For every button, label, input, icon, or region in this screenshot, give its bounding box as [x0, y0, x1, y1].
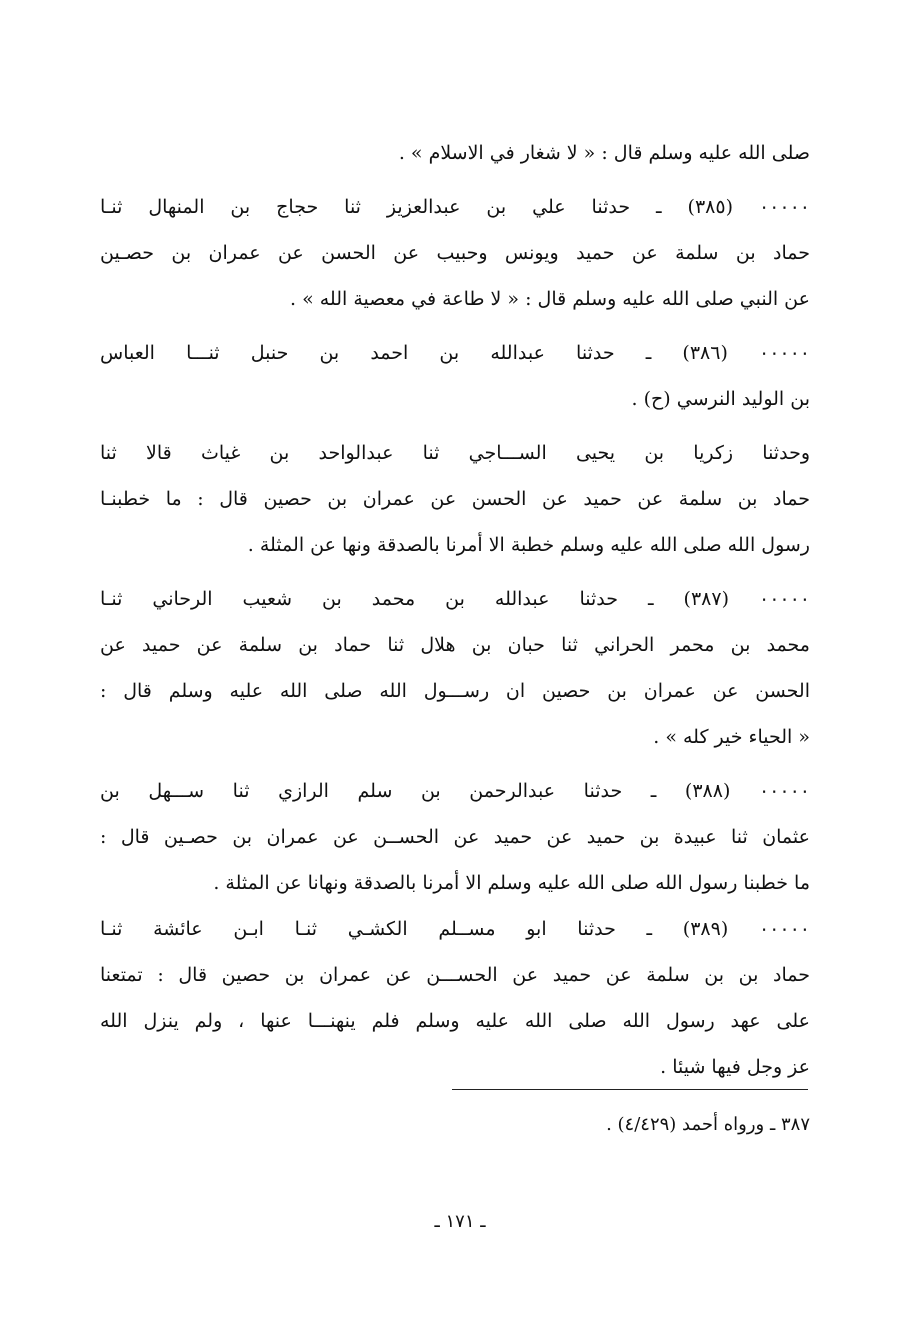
text-line: عز وجل فيها شيئا .: [660, 1056, 810, 1078]
text-line: صلى الله عليه وسلم قال : « لا شغار في الاسلام » .: [398, 142, 810, 164]
page-number: ـ ١٧١ ـ: [434, 1211, 486, 1232]
text-line: رسول الله صلى الله عليه وسلم خطبة الا أمرنا بالصدقة ونها عن المثلة .: [247, 534, 810, 556]
text-line: بن الوليد النرسي (ح) .: [631, 388, 810, 410]
text-line: « الحياء خير كله » .: [653, 726, 810, 748]
hadith-386-continuation: [100, 430, 810, 568]
text-line: ٠٠٠٠٠ (٣٨٩) ـ حدثنا ابو مســلم الكشـي ثنـا ابـن عائشة ثنـا: [100, 918, 810, 940]
hadith-387: [100, 576, 810, 760]
main-text: [100, 130, 810, 1090]
hadith-388: [100, 768, 810, 906]
hadith-389: [100, 906, 810, 1090]
text-line: على عهد رسول الله صلى الله عليه وسلم فلم ينهنـــا عنها ، ولم ينزل الله: [100, 1010, 810, 1032]
hadith-386: [100, 330, 810, 422]
paragraph-1: [100, 130, 810, 176]
hadith-385: [100, 184, 810, 322]
text-line: محمد بن محمر الحراني ثنا حبان بن هلال ثنا حماد بن سلمة عن حميد عن: [100, 634, 810, 656]
text-line: ٠٠٠٠٠ (٣٨٨) ـ حدثنا عبدالرحمن بن سلم الرازي ثنا ســـهل بن: [100, 780, 810, 802]
text-line: وحدثنا زكريا بن يحيى الســـاجي ثنا عبدالواحد بن غياث قالا ثنا: [100, 442, 810, 464]
text-line: عن النبي صلى الله عليه وسلم قال : « لا طاعة في معصية الله » .: [290, 288, 810, 310]
text-line: حماد بن سلمة عن حميد ويونس وحبيب عن الحسن عن عمران بن حصـين: [100, 242, 810, 264]
text-line: ٠٠٠٠٠ (٣٨٧) ـ حدثنا عبدالله بن محمد بن شعيب الرحاني ثنـا: [100, 588, 810, 610]
text-line: عثمان ثنا عبيدة بن حميد عن حميد عن الحســن عن عمران بن حصـين قال :: [100, 826, 810, 848]
text-line: ٠٠٠٠٠ (٣٨٥) ـ حدثنا علي بن عبدالعزيز ثنا حجاج بن المنهال ثنـا: [100, 196, 810, 218]
text-line: حماد بن سلمة عن حميد عن الحسن عن عمران بن حصين قال : ما خطبنـا: [100, 488, 810, 510]
footnote-divider: [452, 1089, 808, 1090]
footnote: ٣٨٧ ـ ورواه أحمد (٤/٤٢٩) .: [606, 1114, 810, 1135]
text-line: ما خطبنا رسول الله صلى الله عليه وسلم الا أمرنا بالصدقة ونهانا عن المثلة .: [213, 872, 810, 894]
text-line: ٠٠٠٠٠ (٣٨٦) ـ حدثنا عبدالله بن احمد بن حنبل ثنـــا العباس: [100, 342, 810, 364]
text-line: حماد بن بن سلمة عن حميد عن الحســـن عن عمران بن حصين قال : تمتعنا: [100, 964, 810, 986]
text-line: الحسن عن عمران بن حصين ان رســـول الله صلى الله عليه وسلم قال :: [100, 680, 810, 702]
